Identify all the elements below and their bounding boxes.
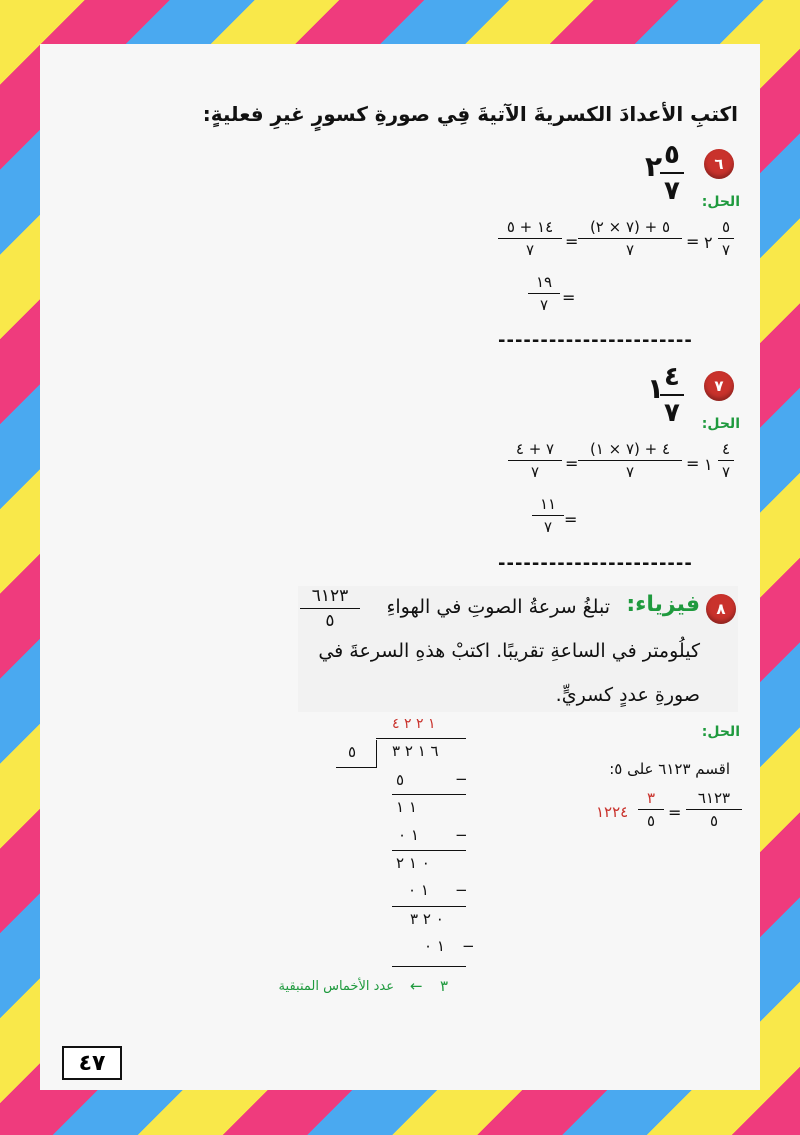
ld-divisor: ٥ [348,743,357,761]
q6-eq-2: = [565,232,579,251]
ld-row-4: ٠ ١ ٢ [396,854,430,872]
q6-solution-label: الحل: [701,194,740,210]
ld-row-6: ٠ ٢ ٣ [410,910,444,928]
question-8-badge: ٨ [706,594,736,624]
q7-step3-den: ٧ [508,460,562,481]
q6-eq-1: = [686,232,700,251]
ld-line-1 [392,794,466,795]
q6-step3-den: ٧ [498,238,562,259]
q8-result-fraction [640,789,662,830]
q6-result-num: ١٩ [535,273,553,291]
q8-eq-den: ٥ [686,809,742,830]
q6-whole: ٢ [645,150,663,183]
q8-result-den: ٥ [638,809,664,830]
q7-step2-den: ٧ [578,460,682,481]
q8-line-3: صورةِ عددٍ كسريٍّ. [555,684,700,706]
q6-step1-fraction [720,218,732,259]
question-6-badge: ٦ [704,149,734,179]
ld-dividend: ٦ ١ ٢ ٣ [392,742,439,760]
q6-step1-num: ٥ [722,218,731,236]
ld-minus-3: − [455,881,468,899]
q8-result-whole: ١٢٢٤ [596,803,629,821]
q8-line-2: كيلُومتر في الساعةِ تقريبًا. اكتبْ هذهِ السرعةَ في [318,640,700,662]
arrow-left-icon: ← [410,977,423,995]
divider-2: ----------------------- [498,553,693,574]
q7-result-fraction [534,495,562,536]
q8-speed-num: ٦١٢٣ [311,586,349,606]
q6-result-fraction [530,273,558,314]
q7-solution-label: الحل: [701,416,740,432]
q6-step3-num: ١٤ + ٥ [506,218,554,236]
q7-step1-whole: ١ [704,455,713,474]
q6-step2-fraction [580,218,680,259]
ld-row-3: ١ ٠ [398,826,419,844]
ld-row-7: ١ ٠ [424,937,445,955]
q8-subject [626,592,700,617]
q8-subject-label: فيزياء: [626,592,700,617]
q7-step2-fraction [580,440,680,481]
ld-row-5: ١ ٠ [408,881,429,899]
q8-solution-label: الحل: [701,724,740,740]
q7-result-den: ٧ [532,515,564,536]
q6-result-den: ٧ [528,293,560,314]
q7-eq-1: = [686,454,700,473]
q7-step3-num: ٧ + ٤ [515,440,555,458]
ld-bracket-vertical [376,740,377,768]
ld-line-3 [392,906,466,907]
q8-result-num: ٣ [646,789,656,807]
q8-eq-sign: = [668,803,682,822]
ld-bracket-top [376,738,466,739]
q7-step3-fraction [510,440,560,481]
ld-divisor-underline [336,767,377,768]
q6-step1-whole: ٢ [704,233,713,252]
q7-step1-fraction [720,440,732,481]
q6-step1-den: ٧ [718,238,734,259]
q7-step1-den: ٧ [718,460,734,481]
q6-step2-den: ٧ [578,238,682,259]
ld-row-2: ١ ١ [396,798,417,816]
q6-numerator: ٥ [664,140,680,170]
q6-denominator: ٧ [660,172,684,206]
ld-line-4 [392,966,466,967]
q7-numerator: ٤ [664,362,680,392]
ld-minus-1: − [455,770,468,788]
q7-step1-num: ٤ [722,440,731,458]
q7-eq-3: = [564,510,578,529]
q8-eq-num: ٦١٢٣ [697,789,731,807]
q6-eq-3: = [562,288,576,307]
q7-whole: ١ [647,372,665,405]
q8-speed-fraction [302,586,358,631]
ld-remainder: ٣ [440,977,449,995]
ld-line-2 [392,850,466,851]
page-number: ٤٧ [62,1046,122,1080]
q6-step3-fraction [500,218,560,259]
q8-divide-text: اقسم ٦١٢٣ على ٥: [609,760,730,778]
q6-step2-num: (٧ × ٢) + ٥ [589,218,671,236]
q6-fraction [662,140,682,206]
ld-row-1: ٥ [396,771,405,789]
q7-denominator: ٧ [660,394,684,428]
q8-speed-den: ٥ [300,608,360,631]
ld-remainder-label: عدد الأخماس المتبقية [278,979,394,994]
q7-result-num: ١١ [539,495,557,513]
ld-minus-4: − [462,937,475,955]
divider-1: ----------------------- [498,330,693,351]
q8-line-1: تبلغُ سرعةُ الصوتِ في الهواءِ [386,596,610,618]
ld-minus-2: − [455,826,468,844]
q8-eq-fraction [688,789,740,830]
q7-eq-2: = [565,454,579,473]
question-7-badge: ٧ [704,371,734,401]
page-title: اكتبِ الأعدادَ الكسريةَ الآتيةَ فِي صورةِ كسورٍ غيرِ فعليةٍ: [202,102,738,126]
q7-step2-num: (٧ × ١) + ٤ [589,440,671,458]
q7-fraction [662,362,682,428]
ld-quotient: ١ ٢ ٢ ٤ [392,716,436,732]
